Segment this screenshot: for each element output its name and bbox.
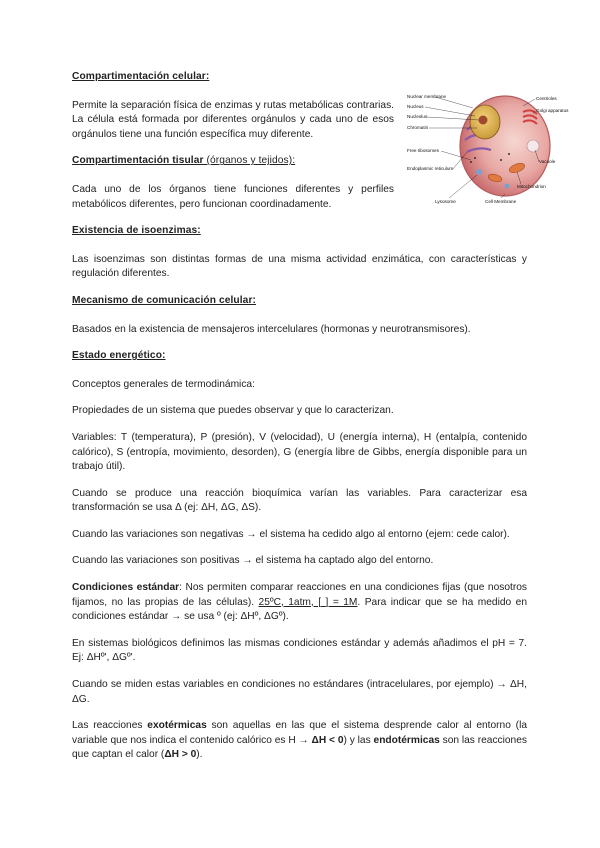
heading-tisular-title: Compartimentación tisular [72,155,204,167]
label-free-ribosomes: Free ribosomes [407,148,439,153]
term-condiciones-estandar: Condiciones estándar [72,582,180,594]
paragraph-reaccion-bioquimica: Cuando se produce una reacción bioquímica varían las variables. Para caracterizar esa transformación se usa Δ (ej: ΔH, ΔG, ΔS). [72,487,527,514]
term-delta-h-positivo: ΔH > 0 [164,749,197,761]
heading-comunicacion-celular: Mecanismo de comunicación celular: [72,294,256,306]
label-vacuole: Vacuole [539,159,556,164]
text-condiciones-a: : Nos permiten comparar reacciones en una condiciones fijas (que nosotros fijamos, no las propias de las células). [72,582,527,608]
paragraph-exotermicas [72,719,527,763]
label-nucleus: Nucleus [407,104,424,109]
paragraph-variables: Variables: T (temperatura), P (presión), V (velocidad), U (energía interna), H (entalpía, contenido calórico), S (entropía, movimiento, desorden), G (energía libre de Gibbs, energía disponible para un trabajo útil). [72,431,527,473]
label-chromatin: Chromatin [407,125,429,130]
text-condiciones-b: . Para indicar que se ha medido en condiciones estándar → se usa º (ej: ΔHº, ΔGº). [72,596,527,623]
heading-isoenzimas: Existencia de isoenzimas: [72,225,201,237]
label-mitochondrion: Mitochondrion [517,184,546,189]
text-exo-c: son aquellas en las que el sistema desprende calor al entorno (la variable que nos indica el contenido calórico es H → [72,720,527,746]
heading-tisular-suffix: (órganos y tejidos): [203,155,296,167]
heading-compartimentacion-celular: Compartimentación celular: [72,71,210,82]
term-delta-h-negativo: ΔH < 0 [311,734,344,746]
paragraph-conceptos: Conceptos generales de termodinámica: [72,378,255,390]
label-nucleolus: Nucleolus [407,114,428,119]
label-endoplasmic-reticulum: Endoplasmic reticulum [407,166,454,171]
label-nuclear-membrane: Nuclear membrane [407,94,447,99]
text-condiciones-underlined: 25ºC, 1atm, [ ] = 1M [258,596,358,608]
paragraph-condiciones-estandar [72,581,527,625]
label-cell-membrane: Cell Membrane [485,199,517,204]
label-lysosome: Lysosome [435,199,456,204]
label-centrioles: Centrioles [536,96,557,101]
paragraph-comunicacion-celular: Basados en la existencia de mensajeros intercelulares (hormonas y neurotransmisores). [72,323,471,335]
term-exotermicas: exotérmicas [147,720,207,732]
text-exo-e: son las reacciones que captan el calor ( [72,734,527,761]
text-exo-d: ) y las [343,734,374,746]
paragraph-no-estandares: Cuando se miden estas variables en condiciones no estándares (intracelulares, por ejemplo) → ΔH, ΔG. [72,679,527,705]
paragraph-variaciones-positivas: Cuando las variaciones son positivas → el sistema ha captado algo del entorno. [72,555,434,567]
term-endotermicas: endotérmicas [373,734,440,746]
paragraph-sistemas-biologicos: En sistemas biológicos definimos las mismas condiciones estándar y además añadimos el pH = 7. Ej: ΔHº', ΔGº'. [72,637,527,664]
heading-compartimentacion-tisular [72,154,527,169]
heading-estado-energetico: Estado energético: [72,350,166,362]
paragraph-compartimentacion-celular: Permite la separación física de enzimas y rutas metabólicas contrarias. La célula está formada por diferentes orgánulos y cada uno de esos orgánulos tiene una función específica muy diferente. [72,99,394,140]
document-body [72,70,527,775]
text-exo-f: ). [196,749,203,761]
text-exo-a: Las reacciones [72,720,148,732]
paragraph-variaciones-negativas: Cuando las variaciones son negativas → el sistema ha cedido algo al entorno (ejem: cede calor). [72,528,510,540]
paragraph-propiedades: Propiedades de un sistema que puedes observar y que lo caracterizan. [72,405,394,417]
paragraph-isoenzimas: Las isoenzimas son distintas formas de una misma actividad enzimática, con características y regulación diferentes. [72,253,527,280]
paragraph-compartimentacion-tisular: Cada uno de los órganos tiene funciones diferentes y perfiles metabólicos diferentes, pero funcionan coordinadamente. [72,183,394,210]
label-golgi: Golgi apparatus [536,108,569,113]
